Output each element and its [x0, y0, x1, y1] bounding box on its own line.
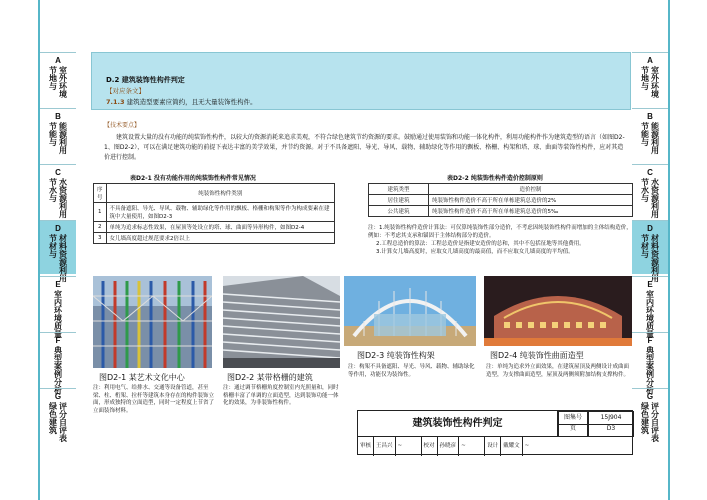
chapter-tab-text: 节材与 [48, 234, 58, 258]
table-row [94, 222, 335, 233]
chapter-tab-label [46, 290, 70, 338]
chapter-tab-letter: E [55, 280, 61, 289]
chapter-tab-text: 节能与 [48, 122, 58, 146]
chapter-tab-label [638, 402, 662, 442]
chapter-tab-c[interactable] [632, 164, 668, 218]
table2-note: 3.计算女儿墙高度时，应取女儿墙高度的最高值，而不应取女儿墙高度的平均值。 [376, 249, 574, 255]
chapter-tab-a[interactable] [632, 52, 668, 106]
chapter-tab-text: 水资源利用 [650, 178, 660, 218]
tech-points [104, 121, 628, 163]
chapter-tab-d[interactable] [632, 220, 668, 282]
chapter-tab-text: 室外环境 [650, 66, 660, 98]
reviewer-signature: ~ [396, 437, 422, 456]
chapter-tab-text: 能源利用 [650, 122, 660, 154]
chapter-tab-letter: F [55, 336, 61, 345]
chapter-tab-label [638, 66, 662, 98]
table-row [369, 206, 633, 217]
chapter-tab-text: 绿色建筑 [640, 402, 650, 434]
chapter-tab-text: 材料资源利用 [58, 234, 68, 282]
chapter-tab-letter: B [647, 112, 653, 121]
section-title: D.2 建筑装饰性构件判定 [106, 76, 185, 84]
fig4-caption: 图D2-4 纯装饰性曲面造型 [490, 351, 584, 360]
chapter-tab-text: 节能与 [640, 122, 650, 146]
reviewer-name: 王昌兴 [374, 437, 396, 456]
table2-note: 注：1.纯装饰性构件造价计算法：可仅算纯装饰性部分造价，不考虑因纯装饰性构件而增加的主体结构造价，例如：不考虑其支承和锚固于主体结构部分的造价。 [368, 225, 632, 239]
drawing-title: 建筑装饰性构件判定 [358, 411, 558, 437]
chapter-tab-letter: A [647, 56, 653, 65]
table-cell: 纯装饰性构件造价不高于所在单栋建筑总造价的2% [429, 195, 633, 206]
chapter-tab-label [46, 234, 70, 282]
chapter-tab-e[interactable] [632, 276, 668, 338]
chapter-tab-letter: C [55, 168, 61, 177]
table1-caption: 表D2-1 没有功能作用的纯装饰性构件常见情况 [130, 175, 256, 182]
clause-text: 建筑造型要素应简约，且无大量装饰性构件。 [126, 98, 257, 106]
chapter-tab-letter: A [55, 56, 61, 65]
table-cell: 3 [94, 233, 107, 244]
chapter-tab-text: 典型案例分析 [645, 346, 655, 394]
chapter-tab-letter: G [646, 392, 654, 401]
chapter-tab-label [46, 66, 70, 98]
title-block [357, 410, 633, 455]
chapter-tab-text: 节材与 [640, 234, 650, 258]
page-number: D3 [588, 423, 634, 437]
table-cell: 1 [94, 203, 107, 222]
table2-header-cost: 造价控制 [429, 184, 633, 195]
tech-heading: 【技术要点】 [104, 122, 141, 129]
table-cell: 纯装饰性构件造价不高于所在单栋建筑总造价的5‰ [429, 206, 633, 217]
check-label: 校对 [422, 437, 438, 456]
table1-header-num: 序号 [94, 184, 107, 203]
signature-row [358, 437, 634, 456]
chapter-tab-c[interactable] [40, 164, 76, 218]
chapter-tab-text: 室外环境 [58, 66, 68, 98]
photo-grille-building [223, 276, 340, 368]
chapter-tab-text: 节地与 [640, 66, 650, 90]
fig2-note: 注：通过调节格栅角度控制室内光照量和，同时格栅丰富了单调的立面造型，达到装饰功能一体化的效果，为非装饰性构件。 [223, 385, 339, 406]
chapter-tab-label [638, 234, 662, 282]
chapter-tab-label [638, 122, 662, 154]
clause-line [106, 97, 257, 106]
table-cell: 居住建筑 [369, 195, 429, 206]
chapter-tab-label [638, 290, 662, 338]
atlas-label: 图集号 [558, 411, 588, 425]
chapter-tab-letter: B [55, 112, 61, 121]
table1-header-type: 纯装饰性构件类别 [106, 184, 334, 203]
designer-name: 戴耀文 [501, 437, 523, 456]
checker-name: 孙晓彦 [438, 437, 460, 456]
chapter-tab-text: 典型案例分析 [53, 346, 63, 394]
chapter-tab-text: 节地与 [48, 66, 58, 90]
chapter-tab-label [46, 122, 70, 154]
chapter-tab-f[interactable] [632, 332, 668, 394]
table-row [94, 233, 335, 244]
chapter-tab-g[interactable] [632, 388, 668, 442]
fig4-note: 注：单纯为追求外立面效果，在建筑屋顶及两侧设计成曲面造型，为支撑曲面造型，屋顶及两侧须附加结构支撑构件。 [486, 364, 630, 378]
fig2-caption: 图D2-2 某带格栅的建筑 [227, 373, 313, 382]
checker-signature: ~ [459, 437, 485, 456]
chapter-tab-text: 绿色建筑 [48, 402, 58, 434]
chapter-tab-g[interactable] [40, 388, 76, 442]
chapter-tab-text: 水资源利用 [58, 178, 68, 218]
chapter-tab-label [46, 346, 70, 394]
chapter-tab-letter: F [647, 336, 653, 345]
table-cell: 不具备遮阳、导光、导风、载物、辅助绿化等作用的飘板、格栅和构架等作为构成要素在建筑中大量使用，如图D2-3 [106, 203, 334, 222]
section-header [91, 52, 631, 110]
chapter-tab-letter: D [55, 224, 61, 233]
fig3-note: 注：构架不具备遮阳、导光、导风、载物、辅助绿化等作用，功能仅为装饰性。 [348, 364, 475, 378]
chapter-tab-text: 节水与 [640, 178, 650, 202]
chapter-tab-text: 室内环境质量 [53, 290, 63, 338]
chapter-tab-b[interactable] [632, 108, 668, 162]
chapter-tab-d[interactable] [40, 220, 76, 282]
table-cell: 公共建筑 [369, 206, 429, 217]
table2-note: 2.工程总造价的算法：工程总造价是指建安造价的总和，其中不包括征地等其他费用。 [376, 241, 585, 247]
atlas-number: 15J904 [588, 411, 634, 425]
chapter-tab-text: 室内环境质量 [645, 290, 655, 338]
chapter-tab-letter: E [647, 280, 653, 289]
clause-number: 7.1.3 [106, 98, 125, 106]
chapter-tab-text: 评分自评表 [58, 402, 68, 442]
design-label: 设计 [485, 437, 501, 456]
table1 [93, 183, 335, 244]
chapter-tab-letter: D [647, 224, 653, 233]
right-accent-line [668, 0, 670, 500]
table-cell: 2 [94, 222, 107, 233]
table-cell: 女儿墙高度超过规范要求2倍以上 [106, 233, 334, 244]
chapter-tab-label [46, 178, 70, 218]
chapter-tab-text: 节水与 [48, 178, 58, 202]
table-row [94, 203, 335, 222]
fig1-caption: 图D2-1 某艺术文化中心 [99, 373, 185, 382]
chapter-tab-text: 能源利用 [58, 122, 68, 154]
page-label: 页 [558, 423, 588, 437]
review-label: 审核 [358, 437, 374, 456]
table2-header-type: 建筑类型 [369, 184, 429, 195]
chapter-tab-letter: C [647, 168, 653, 177]
table2-caption: 表D2-2 纯装饰性构件造价控制原则 [447, 175, 543, 182]
designer-signature: ~ [524, 443, 530, 449]
chapter-tab-text: 材料资源利用 [650, 234, 660, 282]
table2-notes [368, 224, 633, 256]
chapter-tab-text: 评分自评表 [650, 402, 660, 442]
chapter-tab-label [46, 402, 70, 442]
table2 [368, 183, 633, 217]
photo-decorative-frame [344, 276, 476, 346]
chapter-tab-a[interactable] [40, 52, 76, 106]
chapter-tab-label [638, 178, 662, 218]
fig1-note: 注：利用电气、给排水、交通等设备管道，甚至梁、柱、桁架、拉杆等建筑本身存在的构件装饰立面，形成独特的立面造型，同时一定程度上节省了立面装饰材料。 [93, 385, 215, 414]
clause-subtitle: 【对应条文】 [106, 87, 145, 95]
fig3-caption: 图D2-3 纯装饰性构架 [357, 351, 435, 360]
table-row [369, 195, 633, 206]
chapter-tab-f[interactable] [40, 332, 76, 394]
photo-curved-facade [484, 276, 632, 346]
photo-art-center [93, 276, 212, 368]
tech-paragraph: 建筑设置大量的没有功能的纯装饰性构件，以较大的资源消耗来追求美观，不符合绿色建筑节约资源的要求。鼓励通过使用装饰和功能一体化构件，利用功能构件作为建筑造型的语言（如图D2-1、图D2-2），可以在满足建筑功能的前提下表达丰富的美学效果，并节约资源。对于不具备遮阳、导光、导风、载物、辅助绿化等作用的飘板、格栅、构架和塔、球、曲面等装饰性构件，应对其造价进行控制。 [104, 134, 625, 161]
chapter-tab-letter: G [54, 392, 62, 401]
chapter-tab-e[interactable] [40, 276, 76, 338]
chapter-tab-label [638, 346, 662, 394]
table-cell: 单纯为追求标志性效果，在屋顶等处设立的塔、球、曲面等异形构件，如图D2-4 [106, 222, 334, 233]
chapter-tab-b[interactable] [40, 108, 76, 162]
